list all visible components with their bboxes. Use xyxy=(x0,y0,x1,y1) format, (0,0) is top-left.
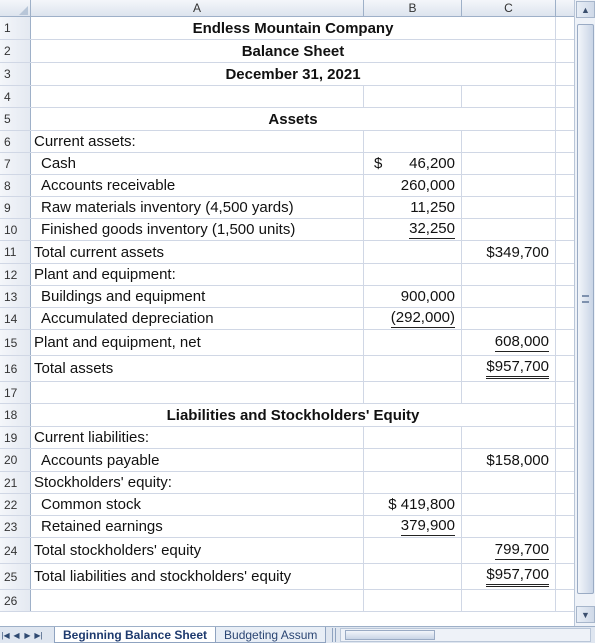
cell[interactable] xyxy=(462,175,556,196)
row-header[interactable]: 6 xyxy=(0,131,31,152)
label-cell[interactable]: Finished goods inventory (1,500 units) xyxy=(31,219,364,240)
total-cell[interactable] xyxy=(462,538,556,563)
total-value: $158,000 xyxy=(486,451,549,469)
prev-sheet-icon[interactable]: ◀ xyxy=(13,630,20,640)
cell[interactable] xyxy=(556,382,574,403)
cell[interactable] xyxy=(556,330,574,355)
amount-value: 379,900 xyxy=(400,517,455,534)
cell[interactable] xyxy=(556,153,574,174)
cell[interactable] xyxy=(364,264,462,285)
cell[interactable] xyxy=(31,382,364,403)
vertical-scrollbar[interactable] xyxy=(574,0,595,626)
amount-value: (292,000) xyxy=(390,309,455,326)
cell[interactable] xyxy=(364,590,462,611)
sheet-row xyxy=(0,404,574,427)
label-cell[interactable]: Cash xyxy=(31,153,364,174)
cell[interactable] xyxy=(556,404,574,426)
next-sheet-icon[interactable]: ▶ xyxy=(24,630,31,640)
total-value: 608,000 xyxy=(494,333,549,350)
cell[interactable] xyxy=(556,472,574,493)
cell[interactable] xyxy=(462,197,556,218)
scroll-down-button[interactable] xyxy=(576,606,595,623)
sheet-row xyxy=(0,40,574,63)
liabilities-heading-cell[interactable]: Liabilities and Stockholders' Equity xyxy=(31,404,556,426)
cell[interactable] xyxy=(462,86,556,107)
sheet-row xyxy=(0,494,574,516)
sheet-row xyxy=(0,356,574,382)
sheet-row xyxy=(0,286,574,308)
sheet-row xyxy=(0,308,574,330)
row-header[interactable]: 20 xyxy=(0,449,31,471)
row-header[interactable]: 21 xyxy=(0,472,31,493)
cell[interactable] xyxy=(462,382,556,403)
tab-beginning-balance-sheet[interactable]: Beginning Balance Sheet xyxy=(54,627,216,643)
label-cell[interactable]: Accounts payable xyxy=(31,449,364,471)
cell[interactable] xyxy=(364,382,462,403)
cell[interactable] xyxy=(556,40,574,62)
cell[interactable] xyxy=(364,427,462,448)
row-header[interactable]: 24 xyxy=(0,538,31,563)
cell[interactable] xyxy=(556,494,574,515)
cell[interactable] xyxy=(31,86,364,107)
label-cell[interactable]: Total assets xyxy=(31,356,364,381)
cell[interactable] xyxy=(556,356,574,381)
column-header-bar xyxy=(0,0,574,17)
triangle-down-icon: ▼ xyxy=(581,609,590,620)
sheet-row xyxy=(0,241,574,264)
sheet-row xyxy=(0,427,574,449)
sheet-row xyxy=(0,153,574,175)
label-cell[interactable]: Current liabilities: xyxy=(31,427,364,448)
cell[interactable] xyxy=(556,449,574,471)
amount-cell[interactable] xyxy=(364,219,462,240)
cell[interactable] xyxy=(556,264,574,285)
row-header[interactable]: 17 xyxy=(0,382,31,403)
cell[interactable] xyxy=(556,538,574,563)
label-cell[interactable]: Total liabilities and stockholders' equity xyxy=(31,564,364,589)
cell[interactable] xyxy=(462,427,556,448)
cell[interactable] xyxy=(364,538,462,563)
row-header[interactable]: 15 xyxy=(0,330,31,355)
statement-title-cell[interactable]: Balance Sheet xyxy=(31,40,556,62)
label-cell[interactable]: Plant and equipment: xyxy=(31,264,364,285)
cell[interactable] xyxy=(556,197,574,218)
amount-value: 32,250 xyxy=(409,220,455,237)
total-cell[interactable] xyxy=(462,564,556,589)
total-cell[interactable] xyxy=(462,241,556,263)
sheet-tab-bar xyxy=(0,626,595,643)
column-header-b[interactable]: B xyxy=(364,0,462,17)
amount-cell[interactable] xyxy=(364,494,462,515)
cell[interactable] xyxy=(462,472,556,493)
cell[interactable] xyxy=(462,219,556,240)
row-header[interactable]: 23 xyxy=(0,516,31,537)
cell[interactable] xyxy=(364,356,462,381)
cell[interactable] xyxy=(556,86,574,107)
statement-date-cell[interactable]: December 31, 2021 xyxy=(31,63,556,85)
cell[interactable] xyxy=(364,86,462,107)
row-header[interactable]: 22 xyxy=(0,494,31,515)
row-header[interactable]: 1 xyxy=(0,17,31,39)
column-header-c[interactable]: C xyxy=(462,0,556,17)
cell[interactable] xyxy=(556,175,574,196)
label-cell[interactable]: Plant and equipment, net xyxy=(31,330,364,355)
row-header[interactable]: 13 xyxy=(0,286,31,307)
amount-value: 900,000 xyxy=(400,288,455,305)
cell[interactable] xyxy=(556,241,574,263)
sheet-row xyxy=(0,17,574,40)
row-header[interactable]: 19 xyxy=(0,427,31,448)
scroll-thumb[interactable] xyxy=(577,24,594,594)
cell[interactable] xyxy=(364,449,462,471)
total-value: $957,700 xyxy=(486,566,549,587)
cell[interactable] xyxy=(556,108,574,130)
cell[interactable] xyxy=(462,308,556,329)
cell[interactable] xyxy=(556,564,574,589)
row-header[interactable]: 11 xyxy=(0,241,31,263)
sheet-row xyxy=(0,108,574,131)
amount-cell[interactable] xyxy=(364,286,462,307)
sheet-row xyxy=(0,472,574,494)
total-cell[interactable] xyxy=(462,449,556,471)
sheet-row xyxy=(0,330,574,356)
select-all-corner[interactable] xyxy=(0,0,31,17)
sheet-row xyxy=(0,86,574,108)
row-header[interactable]: 5 xyxy=(0,108,31,130)
cell[interactable] xyxy=(556,590,574,611)
tab-budgeting-assumptions[interactable]: Budgeting Assum xyxy=(215,627,326,643)
row-header[interactable]: 9 xyxy=(0,197,31,218)
last-sheet-icon[interactable]: ▶| xyxy=(34,630,43,640)
sheet-row xyxy=(0,564,574,590)
amount-cell[interactable] xyxy=(364,197,462,218)
sheet-row xyxy=(0,382,574,404)
company-name-cell[interactable]: Endless Mountain Company xyxy=(31,17,556,39)
row-header[interactable]: 18 xyxy=(0,404,31,426)
label-cell[interactable]: Buildings and equipment xyxy=(31,286,364,307)
amount-value: 11,250 xyxy=(410,199,455,216)
cell[interactable] xyxy=(556,308,574,329)
label-cell[interactable]: Retained earnings xyxy=(31,516,364,537)
row-header[interactable]: 8 xyxy=(0,175,31,196)
row-header[interactable]: 25 xyxy=(0,564,31,589)
total-value: $957,700 xyxy=(486,358,549,379)
cell[interactable] xyxy=(462,516,556,537)
row-header[interactable]: 7 xyxy=(0,153,31,174)
amount-cell[interactable] xyxy=(364,516,462,537)
row-header[interactable]: 12 xyxy=(0,264,31,285)
cell[interactable] xyxy=(556,286,574,307)
sheet-row xyxy=(0,175,574,197)
amount-value: 46,200 xyxy=(409,155,455,172)
label-cell[interactable]: Raw materials inventory (4,500 yards) xyxy=(31,197,364,218)
label-cell[interactable]: Total stockholders' equity xyxy=(31,538,364,563)
grip-icon xyxy=(582,295,589,303)
cell[interactable] xyxy=(364,330,462,355)
sheet-row xyxy=(0,219,574,241)
sheet-row xyxy=(0,516,574,538)
sheet-row xyxy=(0,131,574,153)
horizontal-scroll-thumb[interactable] xyxy=(345,630,435,640)
label-cell[interactable]: Total current assets xyxy=(31,241,364,263)
horizontal-scrollbar[interactable] xyxy=(340,628,591,642)
cell[interactable] xyxy=(556,131,574,152)
cell[interactable] xyxy=(364,564,462,589)
sheet-row xyxy=(0,197,574,219)
column-header-d[interactable] xyxy=(556,0,574,17)
row-header[interactable]: 14 xyxy=(0,308,31,329)
total-value: 799,700 xyxy=(494,541,549,558)
cell[interactable] xyxy=(556,219,574,240)
cell[interactable] xyxy=(462,494,556,515)
sheet-rows xyxy=(0,17,574,612)
row-header[interactable]: 26 xyxy=(0,590,31,611)
amount-value: 260,000 xyxy=(400,177,455,194)
total-cell[interactable] xyxy=(462,330,556,355)
label-cell[interactable]: Stockholders' equity: xyxy=(31,472,364,493)
row-header[interactable]: 16 xyxy=(0,356,31,381)
label-cell[interactable]: Accounts receivable xyxy=(31,175,364,196)
amount-cell[interactable] xyxy=(364,308,462,329)
cell[interactable] xyxy=(462,590,556,611)
row-header[interactable]: 2 xyxy=(0,40,31,62)
total-value: $349,700 xyxy=(486,243,549,261)
cell[interactable] xyxy=(462,131,556,152)
triangle-up-icon: ▲ xyxy=(581,4,590,15)
scroll-up-button[interactable] xyxy=(576,1,595,18)
cell[interactable] xyxy=(364,472,462,493)
first-sheet-icon[interactable]: |◀ xyxy=(1,630,10,640)
cell[interactable] xyxy=(31,590,364,611)
cell[interactable] xyxy=(462,153,556,174)
assets-heading-cell[interactable]: Assets xyxy=(31,108,556,130)
cell[interactable] xyxy=(556,427,574,448)
row-header[interactable]: 10 xyxy=(0,219,31,240)
sheet-row xyxy=(0,590,574,612)
label-cell[interactable]: Current assets: xyxy=(31,131,364,152)
row-header[interactable]: 3 xyxy=(0,63,31,85)
dollar-sign: $ xyxy=(374,155,383,172)
column-header-a[interactable]: A xyxy=(31,0,364,17)
sheet-row xyxy=(0,449,574,472)
label-cell[interactable]: Accumulated depreciation xyxy=(31,308,364,329)
cell[interactable] xyxy=(462,264,556,285)
cell[interactable] xyxy=(556,516,574,537)
cell[interactable] xyxy=(364,131,462,152)
sheet-row xyxy=(0,63,574,86)
tab-split-handle[interactable] xyxy=(332,628,336,642)
sheet-row xyxy=(0,264,574,286)
amount-value: $ 419,800 xyxy=(388,496,455,513)
total-cell[interactable] xyxy=(462,356,556,381)
label-cell[interactable]: Common stock xyxy=(31,494,364,515)
cell[interactable] xyxy=(462,286,556,307)
cell[interactable] xyxy=(556,63,574,85)
row-header[interactable]: 4 xyxy=(0,86,31,107)
amount-cell[interactable] xyxy=(364,153,462,174)
cell[interactable] xyxy=(556,17,574,39)
amount-cell[interactable] xyxy=(364,175,462,196)
cell[interactable] xyxy=(364,241,462,263)
sheet-row xyxy=(0,538,574,564)
